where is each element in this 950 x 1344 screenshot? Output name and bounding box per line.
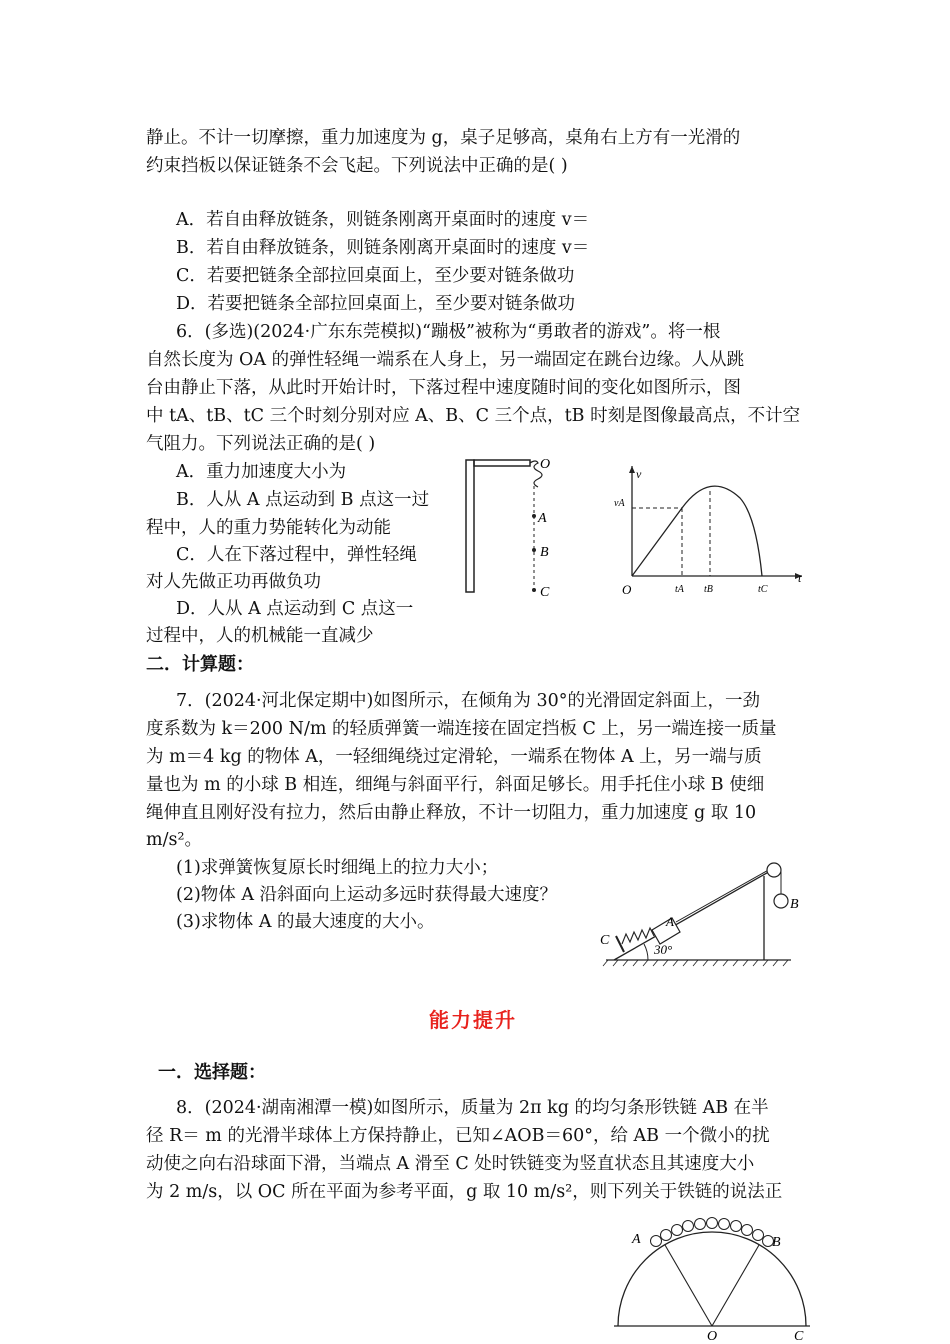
q7-subquestion: (2)物体 A 沿斜面向上运动多远时获得最大速度？ <box>176 885 558 905</box>
v-t-graph <box>612 458 812 603</box>
q5-stem-line: 静止。不计一切摩擦，重力加速度为 g，桌子足够高，桌角右上方有一光滑的 <box>146 128 741 148</box>
svg-text:tB: tB <box>704 584 713 595</box>
q8-stem-line: 动使之向右沿球面下滑，当端点 A 滑至 C 处时铁链变为竖直状态且其速度大小 <box>146 1154 755 1174</box>
q7-stem-line: 为 m＝4 kg 的物体 A，一轻细绳绕过定滑轮，一端系在物体 A 上，另一端与质 <box>146 747 762 767</box>
svg-text:A: A <box>632 1232 641 1247</box>
svg-text:B: B <box>772 1235 781 1250</box>
label-b: B <box>540 545 549 560</box>
svg-text:vA: vA <box>614 498 625 509</box>
q6-stem-line: 气阻力。下列说法正确的是( ) <box>146 434 376 454</box>
bungee-figure <box>460 452 560 602</box>
svg-text:v: v <box>636 467 642 481</box>
q5-stem-line: 约束挡板以保证链条不会飞起。下列说法中正确的是( ) <box>146 156 568 176</box>
q6-option-d: D．人从 A 点运动到 C 点这一 <box>176 599 414 619</box>
q6-option-d-cont: 过程中，人的机械能一直减少 <box>146 626 374 646</box>
svg-text:O: O <box>622 582 632 597</box>
incline-figure <box>596 856 816 968</box>
q7-stem-line: 度系数为 k＝200 N/m 的轻质弹簧一端连接在固定挡板 C 上，另一端连接一质量 <box>146 719 777 739</box>
q7-stem-line: 量也为 m 的小球 B 相连，细绳与斜面平行，斜面足够长。用手托住小球 B 使细 <box>146 775 765 795</box>
svg-text:t: t <box>798 571 802 585</box>
q8-stem-line: 为 2 m/s，以 OC 所在平面为参考平面，g 取 10 m/s²，则下列关于铁链的说法正 <box>146 1182 783 1202</box>
svg-text:A: A <box>666 914 674 929</box>
q6-option-b: B．人从 A 点运动到 B 点这一过 <box>176 490 430 510</box>
q6-stem-line: 6．(多选)(2024·广东东莞模拟)“蹦极”被称为“勇敢者的游戏”。将一根 <box>176 322 721 342</box>
svg-text:tA: tA <box>675 584 684 595</box>
q5-option-a: A．若自由释放链条，则链条刚离开桌面时的速度 v＝ <box>176 210 590 230</box>
label-c: C <box>540 585 550 600</box>
q8-stem-line: 径 R＝ m 的光滑半球体上方保持静止，已知∠AOB＝60°，给 AB 一个微小的扰 <box>146 1126 770 1146</box>
q6-stem-line: 自然长度为 OA 的弹性轻绳一端系在人身上，另一端固定在跳台边缘。人从跳 <box>146 350 745 370</box>
q6-option-c-cont: 对人先做正功再做负功 <box>146 572 321 592</box>
q6-option-a: A．重力加速度大小为 <box>176 462 347 482</box>
svg-text:C: C <box>600 933 610 948</box>
q5-option-b: B．若自由释放链条，则链条刚离开桌面时的速度 v＝ <box>176 238 590 258</box>
svg-text:C: C <box>794 1329 804 1344</box>
q6-option-b-cont: 程中，人的重力势能转化为动能 <box>146 518 391 538</box>
q6-stem-line: 中 tA、tB、tC 三个时刻分别对应 A、B、C 三个点，tB 时刻是图像最高点，不计空 <box>146 406 801 426</box>
q7-stem-line: 7．(2024·河北保定期中)如图所示，在倾角为 30°的光滑固定斜面上，一劲 <box>176 691 760 711</box>
q5-option-c: C．若要把链条全部拉回桌面上，至少要对链条做功 <box>176 266 575 286</box>
q8-stem-line: 8．(2024·湖南湘潭一模)如图所示，质量为 2π kg 的均匀条形铁链 AB 在半 <box>176 1098 769 1118</box>
q7-stem-line: m/s²。 <box>146 830 202 850</box>
svg-text:B: B <box>790 897 799 912</box>
q6-stem-line: 台由静止下落，从此时开始计时，下落过程中速度随时间的变化如图所示，图 <box>146 378 741 398</box>
svg-text:tC: tC <box>758 584 768 595</box>
hemisphere-figure <box>612 1208 812 1344</box>
svg-text:30°: 30° <box>654 942 673 957</box>
section-title-ability: 能力提升 <box>429 1008 517 1032</box>
label-o: O <box>540 457 551 472</box>
section-title: 一．选择题： <box>158 1062 266 1083</box>
q6-option-c: C．人在下落过程中，弹性轻绳 <box>176 545 417 565</box>
q7-stem-line: 绳伸直且刚好没有拉力，然后由静止释放，不计一切阻力，重力加速度 g 取 10 <box>146 803 757 823</box>
svg-text:O: O <box>707 1329 718 1344</box>
q5-option-d: D．若要把链条全部拉回桌面上，至少要对链条做功 <box>176 294 576 314</box>
q7-subquestion: (1)求弹簧恢复原长时细绳上的拉力大小； <box>176 858 499 878</box>
label-a: A <box>538 511 547 526</box>
q7-subquestion: (3)求物体 A 的最大速度的大小。 <box>176 912 435 932</box>
section-title: 二．计算题： <box>146 654 254 675</box>
